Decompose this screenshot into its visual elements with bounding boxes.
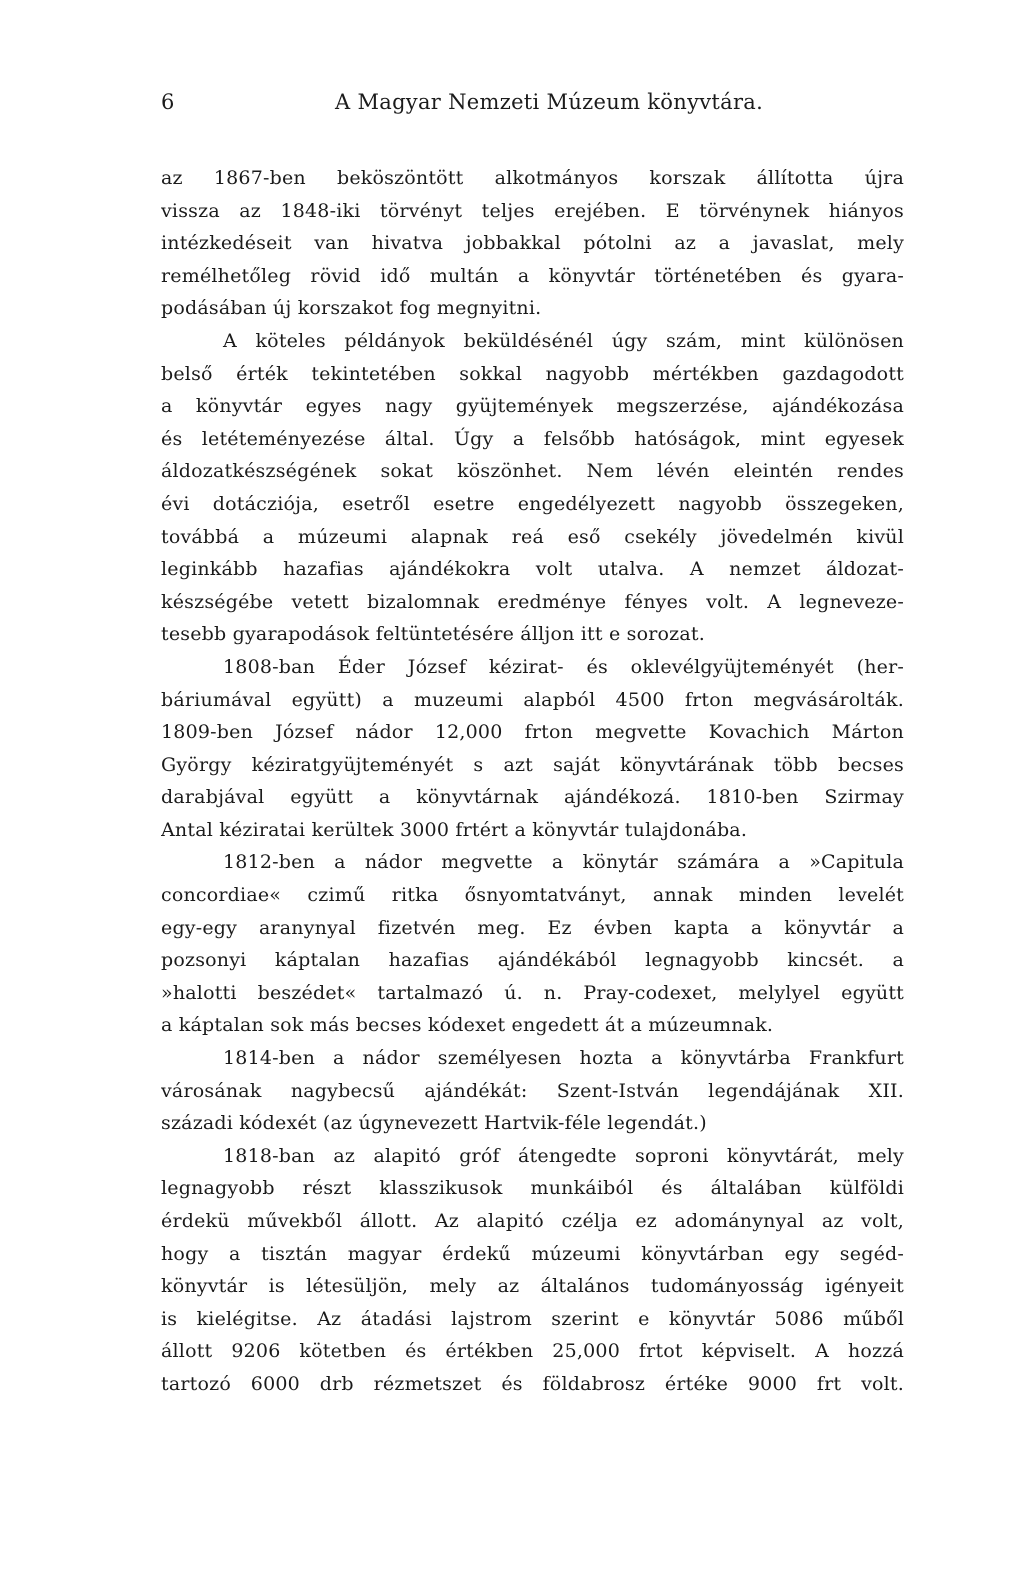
text-line: intézkedéseit van hivatva jobbakkal pótolni az a javaslat, mely xyxy=(161,232,904,255)
text-line: és letéteményezése által. Úgy a felsőbb hatóságok, mint egyesek xyxy=(161,427,904,450)
text-line: egy-egy aranynyal fizetvén meg. Ez évben kapta a könyvtár a xyxy=(161,916,904,939)
text-line: a káptalan sok más becses kódexet engedett át a múzeumnak. xyxy=(161,1014,774,1037)
text-line: továbbá a múzeumi alapnak reá eső csekély jövedelmén kivül xyxy=(161,525,904,548)
text-line: városának nagybecsű ajándékát: Szent-István legendájának XII. xyxy=(161,1079,904,1102)
text-line: »halotti beszédet« tartalmazó ú. n. Pray-codexet, melylyel együtt xyxy=(161,981,904,1004)
text-line: darabjával együtt a könyvtárnak ajándékozá. 1810-ben Szirmay xyxy=(161,786,904,809)
text-line: legnagyobb részt klasszikusok munkáiból és általában külföldi xyxy=(161,1177,904,1200)
text-line: remélhetőleg rövid idő multán a könyvtár történetében és gyara- xyxy=(161,264,904,287)
text-line: állott 9206 kötetben és értékben 25,000 frtot képviselt. A hozzá xyxy=(161,1340,904,1363)
running-title: A Magyar Nemzeti Múzeum könyvtára. xyxy=(335,90,764,114)
text-line: 1818-ban az alapitó gróf átengedte soproni könyvtárát, mely xyxy=(223,1144,904,1167)
text-line: érdekü művekből állott. Az alapitó czélja ez adománynyal az volt, xyxy=(161,1210,904,1232)
text-line: belső érték tekintetében sokkal nagyobb mértékben gazdagodott xyxy=(161,362,904,385)
page-number: 6 xyxy=(161,90,175,114)
text-line: pozsonyi káptalan hazafias ajándékából legnagyobb kincsét. a xyxy=(161,949,904,972)
text-line: a könyvtár egyes nagy gyüjtemények megszerzése, ajándékozása xyxy=(161,395,904,418)
text-line: György kéziratgyüjteményét s azt saját könyvtárának több becses xyxy=(161,753,904,776)
running-header xyxy=(161,90,904,130)
text-line: hogy a tisztán magyar érdekű múzeumi könyvtárban egy segéd- xyxy=(161,1242,904,1265)
text-line: könyvtár is létesüljön, mely az általános tudományosság igényeit xyxy=(161,1275,904,1298)
text-line: tesebb gyarapodások feltüntetésére álljon itt e sorozat. xyxy=(161,623,705,646)
document-page xyxy=(161,90,904,1401)
text-line: 1812-ben a nádor megvette a könytár számára a »Capitula xyxy=(223,851,904,874)
text-line: concordiae« czimű ritka ősnyomtatványt, annak minden levelét xyxy=(161,884,904,907)
text-line: leginkább hazafias ajándékokra volt utalva. A nemzet áldozat- xyxy=(161,558,904,581)
text-line: készségébe vetett bizalomnak eredménye fényes volt. A legneveze- xyxy=(161,590,904,613)
text-line: podásában új korszakot fog megnyitni. xyxy=(161,297,542,320)
text-line: 1814-ben a nádor személyesen hozta a könyvtárba Frankfurt xyxy=(223,1047,904,1070)
body-text xyxy=(161,162,904,1401)
text-line: is kielégitse. Az átadási lajstrom szerint e könyvtár 5086 műből xyxy=(161,1307,904,1330)
text-line: Antal kéziratai kerültek 3000 frtért a könyvtár tulajdonába. xyxy=(161,818,748,841)
text-line: 1808-ban Éder József kézirat- és oklevélgyüjteményét (her- xyxy=(223,655,904,678)
text-line: tartozó 6000 drb rézmetszet és földabrosz értéke 9000 frt volt. xyxy=(161,1372,904,1395)
text-line: az 1867-ben beköszöntött alkotmányos korszak állította újra xyxy=(161,167,904,189)
text-line: századi kódexét (az úgynevezett Hartvik-féle legendát.) xyxy=(161,1112,707,1135)
text-line: vissza az 1848-iki törvényt teljes erejében. E törvénynek hiányos xyxy=(161,199,904,222)
text-line: áldozatkészségének sokat köszönhet. Nem lévén eleintén rendes xyxy=(161,460,904,483)
text-line: 1809-ben József nádor 12,000 frton megvette Kovachich Márton xyxy=(161,721,904,744)
text-line: A köteles példányok beküldésénél úgy szám, mint különösen xyxy=(223,329,904,352)
text-line: báriumával együtt) a muzeumi alapból 4500 frton megvásárolták. xyxy=(161,688,904,711)
text-line: évi dotácziója, esetről esetre engedélyezett nagyobb összegeken, xyxy=(161,492,904,515)
